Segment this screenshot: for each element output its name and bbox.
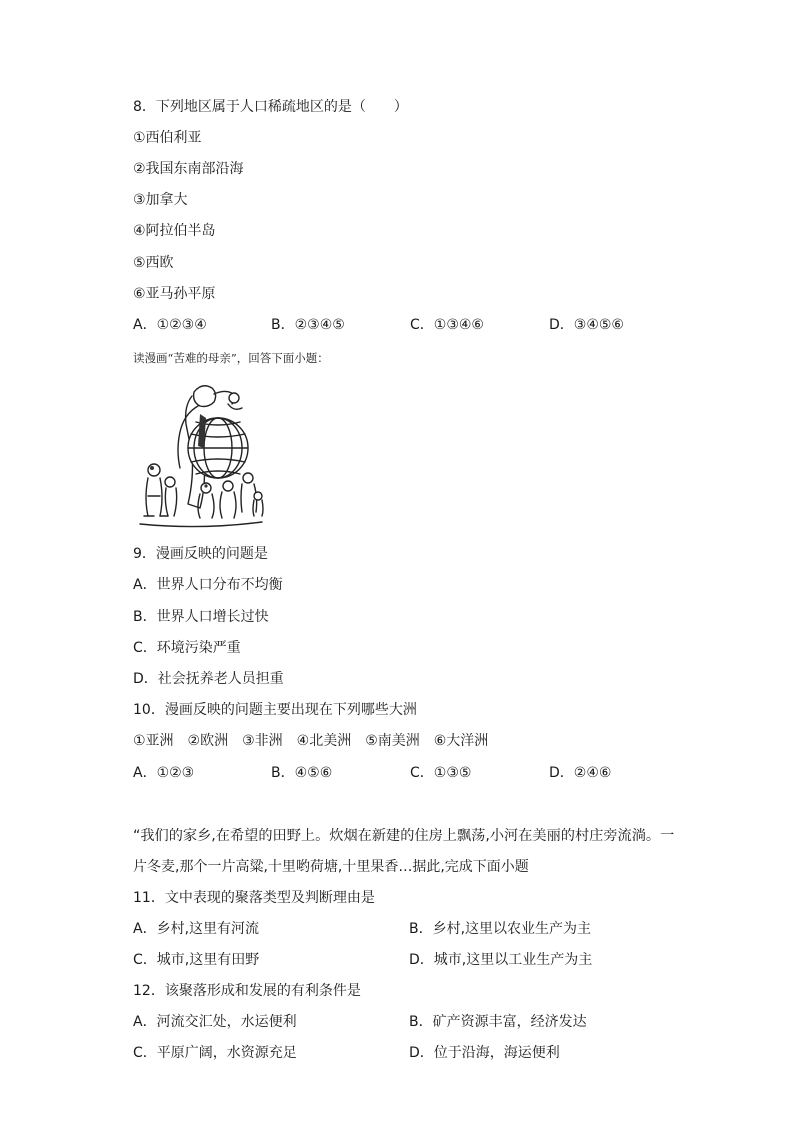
q11-option-b: B．乡村,这里以农业生产为主 [409, 921, 592, 937]
q9-option-c: C．环境污染严重 [133, 640, 241, 656]
q11-stem: 11．文中表现的聚落类型及判断理由是 [133, 890, 375, 906]
cartoon-suffering-mother-image [136, 378, 266, 534]
cartoon-intro: 读漫画“苦难的母亲”，回答下面小题： [133, 351, 329, 365]
q9-option-b: B．世界人口增长过快 [133, 609, 269, 625]
q8-option-d: D．③④⑤⑥ [549, 317, 624, 333]
q9-option-d: D．社会抚养老人员担重 [133, 671, 284, 687]
q8-item-6: ⑥亚马孙平原 [133, 286, 216, 302]
q10-option-c: C．①③⑤ [410, 765, 472, 781]
q11-option-c: C．城市,这里有田野 [133, 952, 260, 968]
q12-stem: 12．该聚落形成和发展的有利条件是 [133, 983, 361, 999]
q9-stem: 9．漫画反映的问题是 [133, 546, 268, 562]
q8-item-5: ⑤西欧 [133, 255, 174, 271]
q10-items: ①亚洲 ②欧洲 ③非洲 ④北美洲 ⑤南美洲 ⑥大洋洲 [133, 733, 489, 749]
q10-option-b: B．④⑤⑥ [271, 765, 333, 781]
passage-line-1: “我们的家乡,在希望的田野上。炊烟在新建的住房上飘荡,小河在美丽的村庄旁流淌。一 [133, 828, 675, 844]
q8-item-1: ①西伯利亚 [133, 130, 202, 146]
q8-option-c: C．①③④⑥ [410, 317, 484, 333]
q12-option-c: C．平原广阔，水资源充足 [133, 1045, 297, 1061]
q12-option-b: B．矿产资源丰富，经济发达 [409, 1014, 587, 1030]
q8-item-2: ②我国东南部沿海 [133, 161, 244, 177]
q9-option-a: A．世界人口分布不均衡 [133, 577, 283, 593]
q12-option-a: A．河流交汇处，水运便利 [133, 1014, 297, 1030]
q8-stem: 8．下列地区属于人口稀疏地区的是（ ） [133, 99, 408, 115]
q11-option-d: D．城市,这里以工业生产为主 [409, 952, 593, 968]
q10-stem: 10．漫画反映的问题主要出现在下列哪些大洲 [133, 702, 417, 718]
q11-option-a: A．乡村,这里有河流 [133, 921, 260, 937]
passage-line-2: 片冬麦,那个一片高粱,十里哟荷塘,十里果香…据此,完成下面小题 [133, 859, 529, 875]
q10-option-d: D．②④⑥ [549, 765, 612, 781]
q8-option-a: A．①②③④ [133, 317, 207, 333]
q8-item-4: ④阿拉伯半岛 [133, 223, 216, 239]
q8-item-3: ③加拿大 [133, 192, 188, 208]
q12-option-d: D．位于沿海，海运便利 [409, 1045, 560, 1061]
q10-option-a: A．①②③ [133, 765, 195, 781]
q8-option-b: B．②③④⑤ [271, 317, 345, 333]
